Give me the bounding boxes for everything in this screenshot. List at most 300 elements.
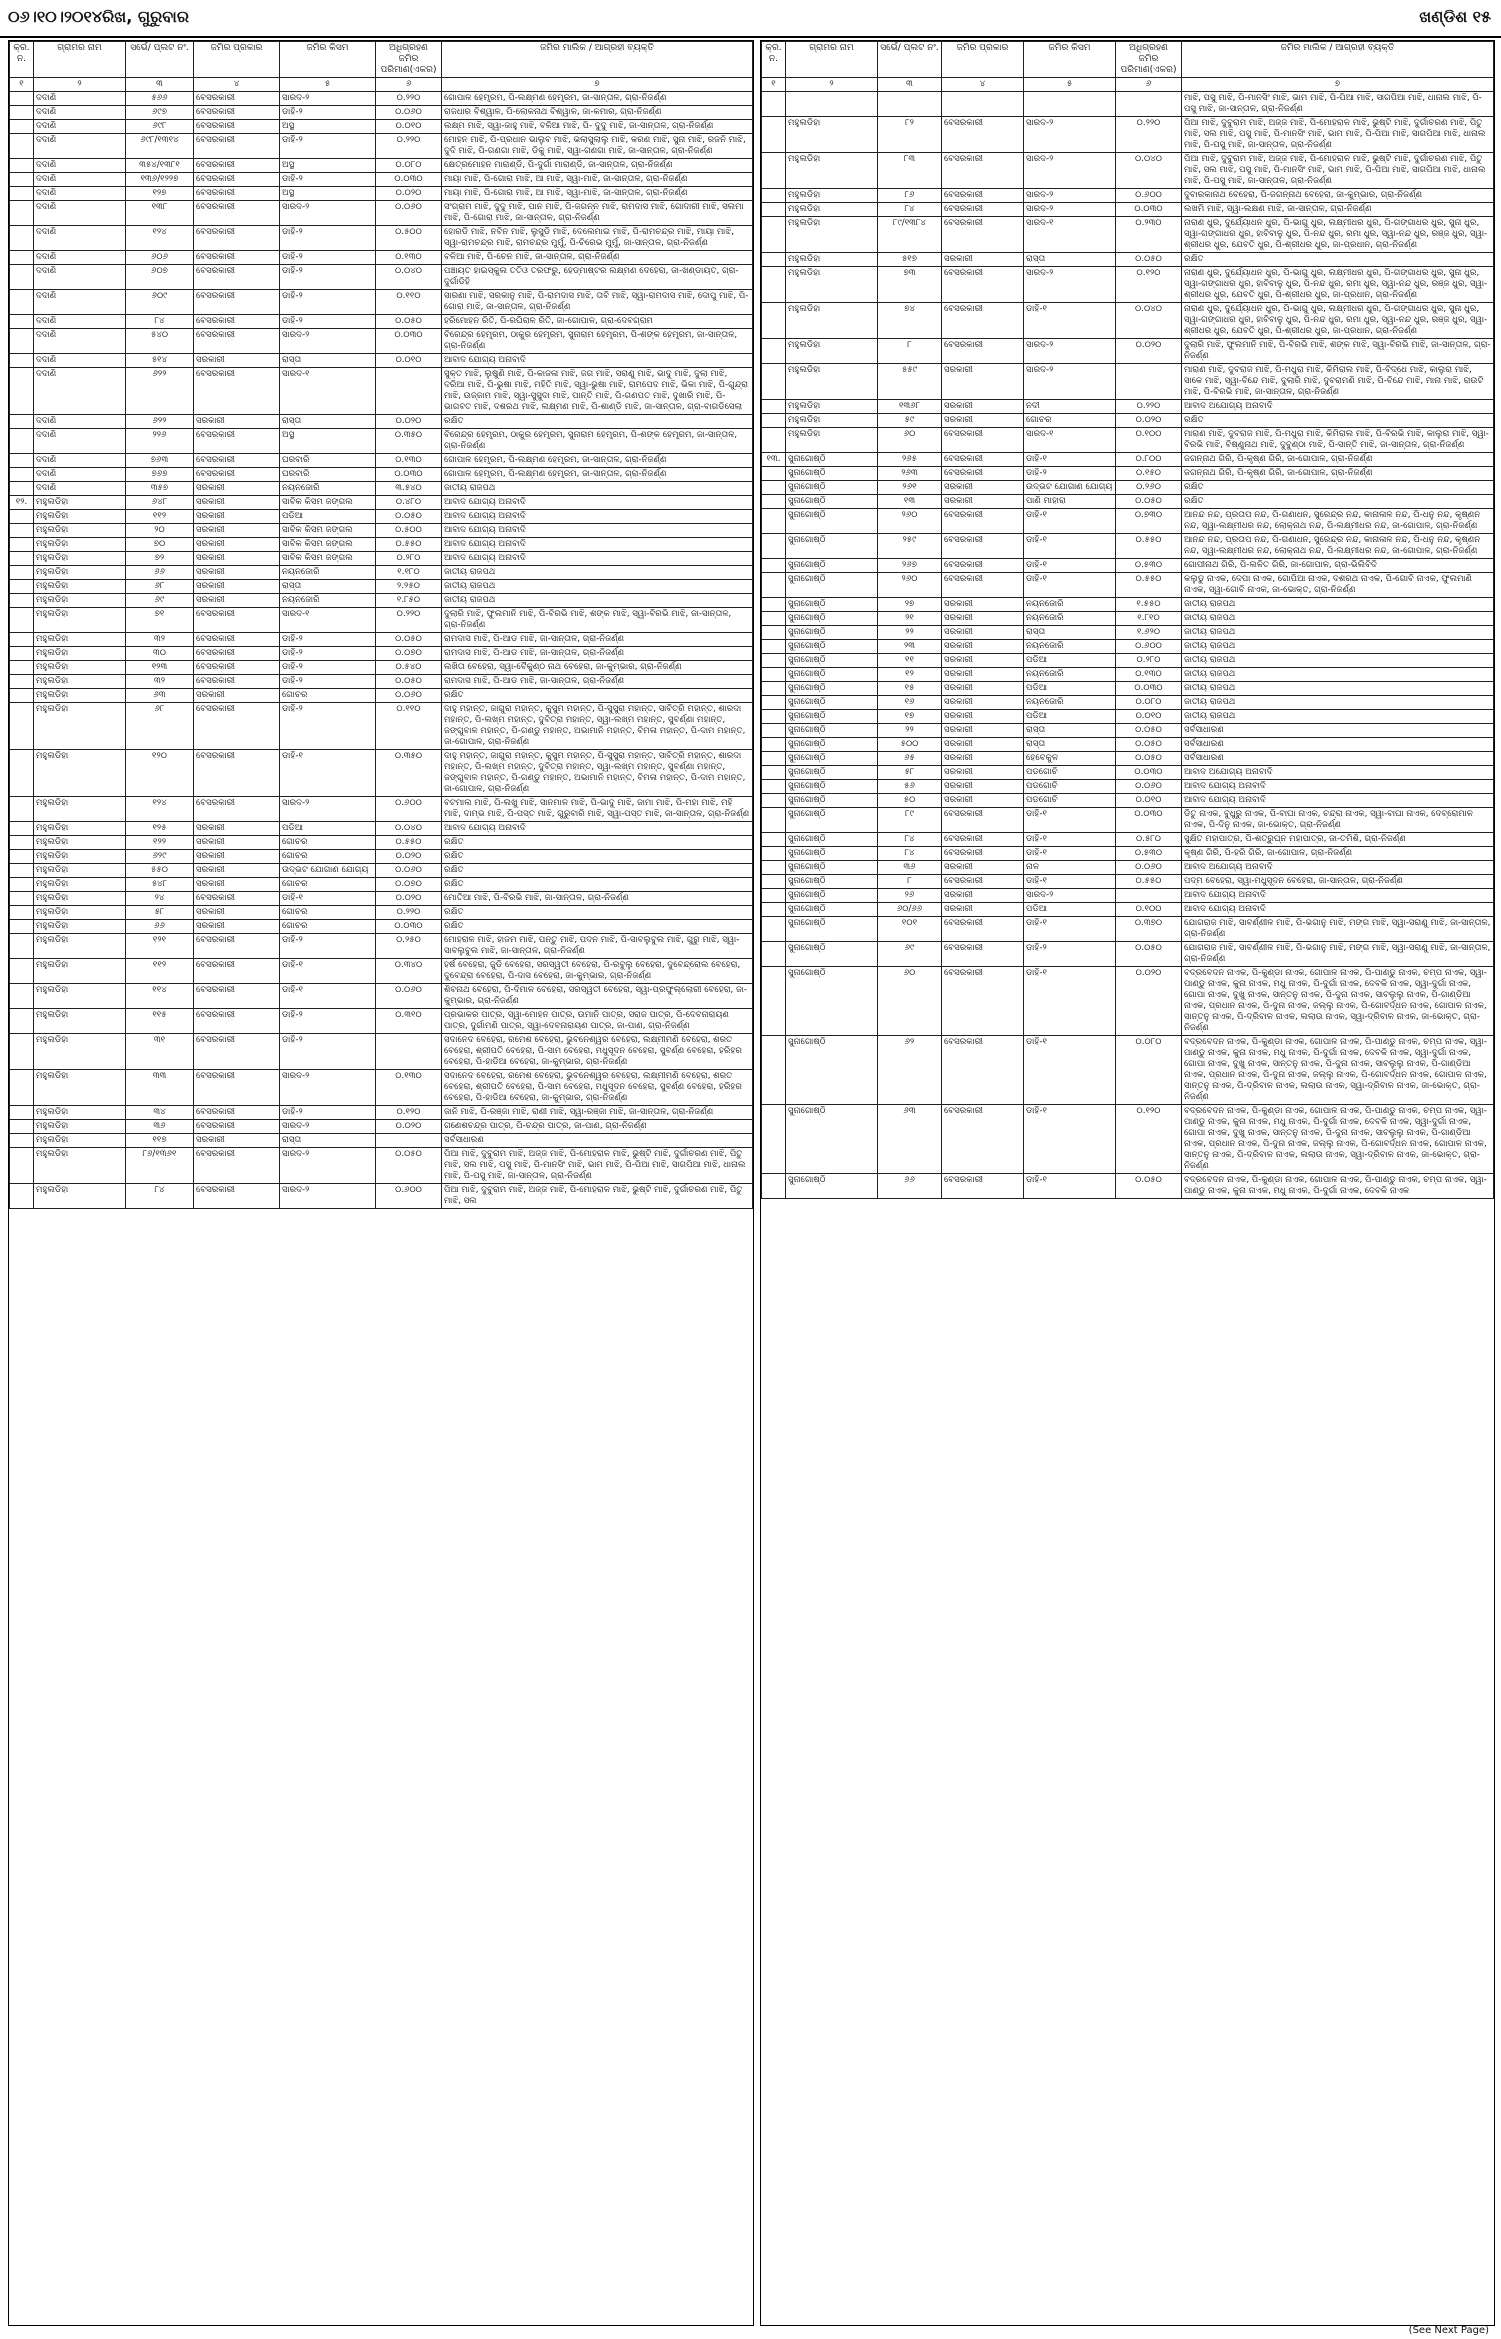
cell-land-type: ସରକାରୀ [194, 850, 280, 864]
table-row [762, 724, 1494, 738]
cell-kisam: ସାରଦ-୨ [1024, 189, 1116, 203]
cell-kisam: ହେବେକୁଳ [1024, 752, 1116, 766]
cell-kisam: ସାରଦ-୨ [280, 1120, 376, 1134]
cell-sl [762, 682, 786, 696]
page-number: ଖଣ୍ଡିଶ ୧୫ [1419, 7, 1491, 26]
cell-kisam: ଡାହି-୨ [280, 661, 376, 675]
table-row [10, 689, 753, 703]
cell-area: ୦.୦୫୦ [1116, 738, 1182, 752]
table-row [10, 1120, 753, 1134]
cell-land-type: ସରକାରୀ [194, 878, 280, 892]
cell-plot: ୬୦ [878, 428, 942, 453]
cell-kisam: ସାରଦ-୨ [1024, 203, 1116, 217]
cell-sl [10, 510, 34, 524]
cell-plot: ୧୧୫ [126, 1009, 194, 1034]
cell-kisam: ଡାହି-୨ [280, 633, 376, 647]
table-row [762, 875, 1494, 889]
cell-land-type: ବେସରକାରୀ [194, 134, 280, 159]
cell-village: ଦଦାଣି [34, 120, 126, 134]
cell-land-type: ବେସରକାରୀ [942, 509, 1024, 534]
cell-sl [10, 1070, 34, 1106]
cell-kisam: ପଡିଆ [280, 822, 376, 836]
cell-owner: ଆବାଦ ଯୋଗ୍ୟ ଅନାବାଦି [442, 354, 753, 368]
cell-area: ୦.୨୬୦ [1116, 481, 1182, 495]
cell-land-type: ବେସରକାରୀ [194, 265, 280, 290]
cell-sl [10, 482, 34, 496]
cell-village: ମହୁଲଡିହା [786, 189, 878, 203]
cell-land-type: ବେସରକାରୀ [194, 984, 280, 1009]
cell-area: ୩.୫୪୦ [376, 482, 442, 496]
cell-owner: ଗୋପାଳ ହେମ୍ବ୍ରମ, ପି-ଲକ୍ଷ୍ମଣ ହେମ୍ବ୍ରମ, ଜା-ସାନ୍ତାଳ, ଗ୍ରା-ନିଜର୍ଣ୍ଣ [442, 468, 753, 482]
cell-sl [10, 454, 34, 468]
cell-plot: ୧୧୪ [126, 984, 194, 1009]
cell-owner: ଜାତୀୟ ରାଜପଥ [1182, 640, 1494, 654]
cell-sl [10, 850, 34, 864]
cell-owner: ପ୍ରଭାକର ପାତ୍ର, ସ୍ୱା-ମୋହନ ପାତ୍ର, ଉମାନି ପାତ୍ର, ସରାଜ ପାତ୍ର, ପି-ଦେବନାରାୟଣ ପାତ୍ର, ଦୁର୍ଗାମଣି ପାତ୍ର, ସ୍ୱା-ଦେବନାରାୟଣ ପାତ୍ର, ଜା-ପାଣ, ଗ୍ରା-ନିଜର୍ଣ୍ଣ [442, 1009, 753, 1034]
cell-village: ମହୁଲଡିହା [786, 364, 878, 400]
cell-land-type: ବେସରକାରୀ [194, 1106, 280, 1120]
cell-land-type: ବେସରକାରୀ [194, 675, 280, 689]
table-row [10, 92, 753, 106]
cell-sl [10, 429, 34, 454]
cell-owner: ମାରାଣ ମାଝି, ଦୁବରାଜ ମାଝି, ପି-ମଧୁରା ମାଝି, କିମିରାଲ ମାଝି, ପି-ବିରଭି ମାଝି, କାଲୁରା ମାଝି, ସ୍ୱା-ବିରଭି ମାଝି, ବିଷ୍ଣୁନାଥ ମାଝି, ଦୁବୁଣ୍ଠା ମାଝି, ପି-ସାନ୍ତି ମାଝି, ଜା-ସାନ୍ତାଳ, ଗ୍ରା-ନିଜର୍ଣ୍ଣ [1182, 428, 1494, 453]
cell-plot: ୬୯୮/୧୩୧୪ [126, 134, 194, 159]
cell-sl [10, 106, 34, 120]
cell-area: ୨.୨୫୦ [376, 580, 442, 594]
cell-area: ୦.୫୫୦ [1116, 534, 1182, 559]
table-row [762, 626, 1494, 640]
table-row [10, 106, 753, 120]
table-row [10, 429, 753, 454]
col-header-plot: ସର୍ଭେ/ ପ୍ଲଟ ନଂ. [126, 42, 194, 78]
cell-owner: ଜାତୀୟ ରାଜପଥ [1182, 626, 1494, 640]
cell-village: ସୁନାଗୋଷ୍ଠି [786, 668, 878, 682]
cell-owner: ରାମଦାସ ମାଝି, ପି-ଆଡ ମାଝି, ଜା-ସାନ୍ତାଳ, ଗ୍ରା-ନିଜର୍ଣ୍ଣ [442, 633, 753, 647]
cell-area: ୦.୨୨୦ [376, 906, 442, 920]
cell-sl [10, 608, 34, 633]
cell-kisam: ଗୋଚର [280, 920, 376, 934]
cell-area: ୦.୫୦୦ [376, 226, 442, 251]
cell-area: ୧.୧୮୦ [376, 566, 442, 580]
cell-plot: ୫୮ [126, 906, 194, 920]
col-header-owner: ଜମିର ମାଲିକ / ଆଗ୍ରହୀ ବ୍ୟକ୍ତି [442, 42, 753, 78]
cell-kisam: ନୟନଜୋରି [1024, 612, 1116, 626]
cell-plot: ୨୬୦ [878, 573, 942, 598]
cell-plot: ୩୬ [126, 1120, 194, 1134]
table-row [10, 415, 753, 429]
cell-kisam: ରାସ୍ତା [1024, 253, 1116, 267]
cell-sl [10, 878, 34, 892]
cell-sl [762, 559, 786, 573]
cell-plot: ୨୫୯ [878, 534, 942, 559]
cell-land-type: ବେସରକାରୀ [942, 339, 1024, 364]
cell-plot: ୨୬୫ [878, 453, 942, 467]
cell-plot: ୫୦୦ [878, 738, 942, 752]
cell-kisam: ସାରଦ-୧ [1024, 217, 1116, 253]
cell-land-type: ବେସରକାରୀ [194, 1070, 280, 1106]
cell-village: ମହୁଲଡିହା [34, 1009, 126, 1034]
cell-land-type: ବେସରକାରୀ [194, 934, 280, 959]
cell-sl [10, 538, 34, 552]
cell-village: ମହୁଲଡିହା [786, 428, 878, 453]
cell-plot: ୩୪ [126, 1106, 194, 1120]
col-header-village: ଗ୍ରାମର ନାମ [786, 42, 878, 78]
cell-kisam: ଡାହି-୧ [1024, 509, 1116, 534]
cell-kisam: ଡାହି-୧ [1024, 1036, 1116, 1105]
cell-village: ସୁନାଗୋଷ୍ଠି [786, 1105, 878, 1174]
table-row [762, 203, 1494, 217]
cell-plot: ୭୧ [126, 608, 194, 633]
cell-kisam: ପଡଗୋଚି [1024, 766, 1116, 780]
cell-area: ୦.୧୨୦ [376, 1106, 442, 1120]
cell-kisam: ନୟନଜୋରି [1024, 640, 1116, 654]
cell-sl [10, 524, 34, 538]
cell-area: ୦.୪୮୦ [376, 496, 442, 510]
cell-area: ୦.୩୭୦ [1116, 917, 1182, 942]
cell-owner: ଆବାଦ ଯୋଗ୍ୟ ଅନାବାଦି [1182, 889, 1494, 903]
cell-plot: ୫୪୮ [126, 878, 194, 892]
cell-village: ସୁନାଗୋଷ୍ଠି [786, 612, 878, 626]
cell-area: ୦.୨୮୦ [376, 552, 442, 566]
cell-village: ମହୁଲଡିହା [34, 850, 126, 864]
cell-land-type: ସରକାରୀ [194, 552, 280, 566]
cell-land-type: ସରକାରୀ [942, 668, 1024, 682]
cell-owner: ସଦାନେଦ ବେହେରା, ରମେଶ ବେହେରା, ଭୁବନେଶ୍ୱର ବେହେରା, ଲକ୍ଷ୍ମୀମଣି ବେହେରା, ଶରତ ବେହେରା, ଶ୍ରୀପତି ବେହେରା, ପି-ସାମ ବେହେରା, ମଧୁସୂଦନ ବେହେରା, ସୁବର୍ଣ୍ଣ ବେହେରା, ହରିହର ବେହେରା, ପି-ହାଡିଆ ବେହେରା, ଜା-କୁମ୍ଭାର, ଗ୍ରା-ନିଜର୍ଣ୍ଣ [442, 1034, 753, 1070]
cell-kisam: ପଡଗୋଚି [1024, 780, 1116, 794]
cell-sl [762, 481, 786, 495]
cell-village: ମହୁଲଡିହା [34, 1120, 126, 1134]
cell-land-type: ସରକାରୀ [942, 861, 1024, 875]
cell-sl [762, 780, 786, 794]
cell-village: ମହୁଲଡିହା [34, 538, 126, 552]
table-row [10, 201, 753, 226]
cell-area: ୦.୦୩୦ [376, 173, 442, 187]
cell-village: ସୁନାଗୋଷ୍ଠି [786, 573, 878, 598]
cell-land-type: ବେସରକାରୀ [942, 534, 1024, 559]
cell-kisam: ସାରଦ-୨ [1024, 267, 1116, 303]
cell-kisam: ଡାହି-୧ [1024, 833, 1116, 847]
cell-plot: ୮୪ [126, 1184, 194, 1209]
table-row [762, 481, 1494, 495]
cell-kisam: ପାଣି ମାହାରା [1024, 495, 1116, 509]
cell-plot: ୮୪ [878, 847, 942, 861]
table-row [10, 454, 753, 468]
col-number: ୬ [1116, 78, 1182, 92]
cell-village: ଦଦାଣି [34, 368, 126, 415]
col-number: ୧ [762, 78, 786, 92]
cell-village: ମହୁଲଡିହା [34, 608, 126, 633]
cell-land-type: ସରକାରୀ [942, 752, 1024, 766]
table-row [762, 967, 1494, 1036]
cell-area: ୦.୩୧୦ [376, 1009, 442, 1034]
cell-area: ୦.୦୧୦ [376, 354, 442, 368]
cell-sl [10, 173, 34, 187]
cell-owner: ଆବାଦ ଅଯୋଗ୍ୟ ଅନାବାଦି [1182, 766, 1494, 780]
cell-kisam: ପଡିଆ [1024, 903, 1116, 917]
cell-land-type: ବେସରକାରୀ [194, 1148, 280, 1184]
cell-plot: ୧୩ [878, 495, 942, 509]
cell-kisam: ସାରଦ-୨ [280, 329, 376, 354]
cell-owner: ନାରାଣ ଧୁର, ଦୁର୍ଯ୍ୟୋଧନ ଧୁର, ପି-ଭାଗୁ ଧୁର, ଲକ୍ଷ୍ମୀଧର ଧୁର, ପି-ଗଙ୍ଗାଧର ଧୁର, ସୁନା ଧୁର, ସ୍ୱା-ଗଙ୍ଗାଧର ଧୁର, ହାବିବାଳୁ ଧୁର, ପି-ନନ୍ଦ ଧୁର, ରମା ଧୁର, ସ୍ୱା-ନନ୍ଦ ଧୁର, ରଞ୍ଜ ଧୁର, ସ୍ୱା-ଶ୍ରୀଧର ଧୁର, ଯେବତି ଧୁର, ପି-ଶ୍ରୀଧର ଧୁର, ଜା-ପ୍ରଧାନ, ଗ୍ରା-ନିଜର୍ଣ୍ଣ [1182, 303, 1494, 339]
cell-owner: ଜାନି ମାଝି, ପି-ରଞ୍ଜା ମାଝି, ରାଣୀ ମାଝି, ସ୍ୱା-ରଞ୍ଜା ମାଝି, ଜା-ସାନ୍ତାଳ, ଗ୍ରା-ନିଜର୍ଣ୍ଣ [442, 1106, 753, 1120]
col-header-owner: ଜମିର ମାଲିକ / ଆଗ୍ରହୀ ବ୍ୟକ୍ତି [1182, 42, 1494, 78]
table-row [10, 1009, 753, 1034]
cell-land-type: ସରକାରୀ [194, 594, 280, 608]
cell-plot: ୩୩ [126, 1070, 194, 1106]
cell-kisam: ଡାହି-୧ [1024, 534, 1116, 559]
cell-land-type: ବେସରକାରୀ [194, 290, 280, 315]
table-row [762, 738, 1494, 752]
cell-area: ୦.୦୪୦ [1116, 153, 1182, 189]
cell-land-type: ବେସରକାରୀ [194, 608, 280, 633]
cell-area: ୦.୦୩୦ [1116, 682, 1182, 696]
table-row [762, 780, 1494, 794]
cell-owner: ସର୍ବସାଧାରଣ [1182, 752, 1494, 766]
cell-plot: ୩୧ [126, 1034, 194, 1070]
table-row [10, 510, 753, 524]
table-row [762, 794, 1494, 808]
cell-village: ଦଦାଣି [34, 290, 126, 315]
cell-sl [762, 752, 786, 766]
cell-land-type: ସରକାରୀ [942, 626, 1024, 640]
cell-area: ୦.୦୪୦ [376, 265, 442, 290]
cell-plot: ୮୪ [878, 203, 942, 217]
cell-land-type: ବେସରକାରୀ [194, 703, 280, 750]
cell-village: ସୁନାଗୋଷ୍ଠି [786, 654, 878, 668]
table-body-right [762, 92, 1494, 1199]
cell-land-type: ସରକାରୀ [194, 496, 280, 510]
cell-area: ୦.୦୫୦ [376, 1148, 442, 1184]
cell-kisam: ଡାହି-୨ [280, 173, 376, 187]
cell-sl [10, 1120, 34, 1134]
cell-plot: ୨୦ [126, 524, 194, 538]
cell-plot: ୨୨ [878, 724, 942, 738]
cell-kisam: ପଡିଆ [1024, 654, 1116, 668]
table-row [10, 251, 753, 265]
cell-land-type: ବେସରକାରୀ [942, 467, 1024, 481]
cell-land-type: ବେସରକାରୀ [942, 847, 1024, 861]
cell-sl [762, 1105, 786, 1174]
cell-village: ସୁନାଗୋଷ୍ଠି [786, 967, 878, 1036]
table-row [762, 364, 1494, 400]
cell-area: ୦.୧୦୦ [1116, 903, 1182, 917]
cell-sl [10, 368, 34, 415]
cell-plot: ୧୨୦ [126, 750, 194, 797]
page-header [0, 0, 1501, 38]
cell-plot: ୬୬ [126, 566, 194, 580]
cell-owner: ସର୍ବସାଧାରଣ [1182, 738, 1494, 752]
cell-village: ସୁନାଗୋଷ୍ଠି [786, 833, 878, 847]
cell-village: ସୁନାଗୋଷ୍ଠି [786, 453, 878, 467]
cell-area: ୦.୨୫୦ [376, 934, 442, 959]
table-row [762, 808, 1494, 833]
cell-owner: ରକ୍ଷିତ [442, 836, 753, 850]
table-row [10, 1184, 753, 1209]
cell-kisam: ସାବିକ କିସମ ଜଙ୍ଗଲ [280, 538, 376, 552]
cell-owner: ଜାତୀୟ ରାଜପଥ [442, 580, 753, 594]
cell-kisam: ସାରଦ-୧ [1024, 428, 1116, 453]
cell-sl [10, 920, 34, 934]
table-row [762, 303, 1494, 339]
col-number: ୩ [878, 78, 942, 92]
cell-plot: ୬୨୯ [126, 850, 194, 864]
cell-sl [10, 836, 34, 850]
table-row [762, 400, 1494, 414]
cell-kisam: ରାସ୍ତା [1024, 626, 1116, 640]
cell-village: ଦଦାଣି [34, 201, 126, 226]
cell-land-type: ବେସରକାରୀ [942, 217, 1024, 253]
cell-land-type [942, 92, 1024, 117]
cell-kisam: ଅସ୍ଥ [280, 120, 376, 134]
table-row [10, 984, 753, 1009]
cell-kisam: ଅସ୍ଥ [280, 429, 376, 454]
cell-sl [762, 808, 786, 833]
cell-village: ସୁନାଗୋଷ୍ଠି [786, 467, 878, 481]
cell-village: ମହୁଲଡିହା [34, 1184, 126, 1209]
cell-village: ମହୁଲଡିହା [34, 1134, 126, 1148]
cell-village: ସୁନାଗୋଷ୍ଠି [786, 1174, 878, 1199]
cell-plot: ୧୧ [878, 654, 942, 668]
cell-owner: ଶିବନାଥ ବେହେରା, ପି-ଦିମାଳ ବେହେରା, ସରସ୍ୱତୀ ବେହେରା, ସ୍ୱା-ପ୍ରଫୁଲ୍ଲୋରୀ ବେହେରା, ଜା-କୁମ୍ଭାର, ଗ୍ରା-ନିଜର୍ଣ୍ଣ [442, 984, 753, 1009]
cell-sl [10, 134, 34, 159]
cell-land-type: ବେସରକାରୀ [194, 1034, 280, 1070]
cell-area: ୧.୬୨୦ [1116, 626, 1182, 640]
table-row [762, 861, 1494, 875]
cell-owner: ଜାତୀୟ ରାଜପଥ [442, 482, 753, 496]
cell-plot: ୮୯ [878, 808, 942, 833]
cell-sl [10, 1034, 34, 1070]
cell-plot: ୨୨ [878, 626, 942, 640]
cell-area: ୦.୧୧୦ [376, 703, 442, 750]
land-acquisition-table-left [9, 41, 753, 1209]
cell-sl [762, 942, 786, 967]
cell-kisam: ଘରବାରି [280, 468, 376, 482]
cell-kisam: ସାବିକ କିସମ ଜଙ୍ଗଲ [280, 524, 376, 538]
cell-sl [762, 794, 786, 808]
cell-land-type: ବେସରକାରୀ [194, 429, 280, 454]
cell-area: ୦.୮୦୦ [1116, 453, 1182, 467]
cell-land-type: ବେସରକାରୀ [194, 92, 280, 106]
cell-land-type: ସରକାରୀ [942, 364, 1024, 400]
cell-plot [878, 92, 942, 117]
table-row [10, 661, 753, 675]
cell-owner: ଜାତୀୟ ରାଜପଥ [1182, 710, 1494, 724]
table-row [762, 92, 1494, 117]
cell-area: ୦.୦୩୦ [1116, 766, 1182, 780]
cell-village: ମହୁଲଡିହା [34, 524, 126, 538]
cell-area: ୦.୬୦୦ [1116, 640, 1182, 654]
cell-plot: ୩୬ [878, 861, 942, 875]
cell-land-type: ବେସରକାରୀ [194, 329, 280, 354]
table-row [762, 217, 1494, 253]
table-row [10, 675, 753, 689]
cell-kisam: ଡାହି-୨ [280, 934, 376, 959]
table-header-row [10, 42, 753, 78]
cell-sl [10, 864, 34, 878]
cell-land-type: ସରକାରୀ [942, 481, 1024, 495]
cell-plot: ୭୪ [878, 303, 942, 339]
cell-owner: ବଦ୍ରବେଦନ ନାଏକ, ପି-କୁଣ୍ଡା ନାଏକ, ଗୋପାଳ ନାଏକ, ପି-ପାଣ୍ଡୁ ନାଏକ, ଚମ୍ପ ନାଏକ, ସ୍ୱା-ପାଣ୍ଡୁ ନାଏକ, କୁନା ନାଏକ, ମଧୁ ନାଏକ, ପି-ଦୁର୍ଗା ନାଏକ, ଦେବକି ନାଏକ, ସ୍ୱା-ଦୁର୍ଗା ନାଏକ, ଗୋପା ନାଏକ, ଦୁଖୁ ନାଏକ, ସାନ୍ତନୁ ନାଏକ, ପି-ଦୁନା ନାଏକ, ସାବଲୁଲୁ ନାଏକ, ପି-ଗାଣ୍ଡିଆ ନାଏକ, ପ୍ରଧାନ ନାଏକ, ପି-ଦୁନା ନାଏକ, ଜଲ୍ଲୁ ନାଏକ, ପି-ଗୋବର୍ଦ୍ଧନ ନାଏକ, ଗୋପାଳ ନାଏକ, ସାନ୍ତନୁ ନାଏକ, ପି-ଦ୍ରିବାଳ ନାଏକ, ଲଲାଉ ନାଏକ, ସ୍ୱା-ଦ୍ରିବାଳ ନାଏକ, ଜା-ଭୋକ୍ତ, ଗ୍ରା-ନିଜର୍ଣ୍ଣ [1182, 1105, 1494, 1174]
cell-village: ମହୁଲଡିହା [34, 864, 126, 878]
cell-kisam: ପଡଗୋଚି [1024, 794, 1116, 808]
cell-village: ସୁନାଗୋଷ୍ଠି [786, 724, 878, 738]
cell-owner: ଆବାଦ ଯୋଗ୍ୟ ଅନାବାଦି [442, 552, 753, 566]
cell-kisam: ଡାହି-୧ [280, 892, 376, 906]
cell-owner: ଗୋପୀନାଥ ଗିରି, ପି-ଲଳିତ ଗିରି, ଜା-ଗୋପାଳ, ଗ୍ରା-ଭିଲିବିଦି [1182, 559, 1494, 573]
cell-village: ମହୁଲଡିହା [34, 661, 126, 675]
cell-village: ମହୁଲଡିହା [34, 633, 126, 647]
cell-kisam: ସାରଦ-୨ [280, 1070, 376, 1106]
cell-sl [10, 1106, 34, 1120]
cell-kisam: ଡାହି-୧ [1024, 1105, 1116, 1174]
table-row [10, 482, 753, 496]
table-row [10, 329, 753, 354]
cell-owner: ରକ୍ଷିତ [1182, 495, 1494, 509]
cell-village: ଦଦାଣି [34, 454, 126, 468]
cell-area: ୦.୦୬୦ [376, 864, 442, 878]
cell-sl [10, 1009, 34, 1034]
table-row [762, 766, 1494, 780]
cell-area: ୦.୨୮୦ [1116, 654, 1182, 668]
cell-kisam: ଅସ୍ଥ [280, 159, 376, 173]
cell-owner: ଲଖିତା ବେହେରା, ସ୍ୱା-ବୈକୁଣ୍ଠ ନାଥ ବେହେରା, ଜା-କୁମ୍ଭାର, ଗ୍ରା-ନିଜର୍ଣ୍ଣ [442, 661, 753, 675]
table-row [762, 598, 1494, 612]
cell-sl [10, 120, 34, 134]
column-number-row [10, 78, 753, 92]
cell-area: ୦.୫୫୦ [1116, 573, 1182, 598]
cell-sl [762, 92, 786, 117]
cell-village: ସୁନାଗୋଷ୍ଠି [786, 481, 878, 495]
cell-plot: ୨୬ [878, 889, 942, 903]
cell-plot: ୬୨୨ [126, 415, 194, 429]
table-row [762, 917, 1494, 942]
cell-plot: ୫୦ [878, 794, 942, 808]
cell-land-type: ବେସରକାରୀ [942, 833, 1024, 847]
cell-land-type: ବେସରକାରୀ [942, 559, 1024, 573]
cell-village: ସୁନାଗୋଷ୍ଠି [786, 847, 878, 861]
cell-land-type: ବେସରକାରୀ [194, 750, 280, 797]
cell-village: ମହୁଲଡିହା [34, 750, 126, 797]
cell-kisam: ଡାହି-୨ [280, 251, 376, 265]
column-number-row [762, 78, 1494, 92]
cell-kisam: ରାସ୍ତା [280, 580, 376, 594]
cell-owner: ମୋତିଆ ମାଝି, ପି-ବିରଭି ମାଝି, ଜା-ସାନ୍ତାଳ, ଗ୍ରା-ନିଜର୍ଣ୍ଣ [442, 892, 753, 906]
cell-village: ସୁନାଗୋଷ୍ଠି [786, 780, 878, 794]
table-row [10, 265, 753, 290]
cell-area: ୦.୦୫୦ [376, 315, 442, 329]
cell-owner: ହରିମୋହନ ରିତି, ପି-ରଘିରାଳ ରିତି, ଜା-ଗୋପାଳ, ଗ୍ରା-ଦେବଗ୍ରାମ [442, 315, 753, 329]
cell-owner: ରକ୍ଷିତ [442, 920, 753, 934]
cell-land-type: ବେସରକାରୀ [942, 573, 1024, 598]
cell-sl [10, 415, 34, 429]
cell-owner: ବିରେନ୍ଦ୍ର ହେମ୍ବ୍ରମ, ଠାକୁର ହେମ୍ବ୍ରମ, ସୁନାରାମ ହେମ୍ବ୍ରମ, ପି-ଶଙ୍କ ହେମ୍ବ୍ରମ, ଜା-ସାନ୍ତାଳ, ଗ୍ରା-ନିଜର୍ଣ୍ଣ [442, 429, 753, 454]
cell-area: ୦.୩୪୦ [376, 959, 442, 984]
cell-area: ୦.୦୫୦ [1116, 253, 1182, 267]
cell-owner: ନାରାଣ ଧୁର, ଦୁର୍ଯ୍ୟୋଧନ ଧୁର, ପି-ଭାଗୁ ଧୁର, ଲକ୍ଷ୍ମୀଧର ଧୁର, ପି-ଗଙ୍ଗାଧର ଧୁର, ସୁନା ଧୁର, ସ୍ୱା-ଗଙ୍ଗାଧର ଧୁର, ହାବିବାଳୁ ଧୁର, ପି-ନନ୍ଦ ଧୁର, ରମା ଧୁର, ସ୍ୱା-ନନ୍ଦ ଧୁର, ରଞ୍ଜ ଧୁର, ସ୍ୱା-ଶ୍ରୀଧର ଧୁର, ଯେବତି ଧୁର, ପି-ଶ୍ରୀଧର ଧୁର, ଜା-ପ୍ରଧାନ, ଗ୍ରା-ନିଜର୍ଣ୍ଣ [1182, 267, 1494, 303]
cell-owner: ବଦ୍ରବେଦନ ନାଏକ, ପି-କୁଣ୍ଡା ନାଏକ, ଗୋପାଳ ନାଏକ, ପି-ପାଣ୍ଡୁ ନାଏକ, ଚମ୍ପ ନାଏକ, ସ୍ୱା-ପାଣ୍ଡୁ ନାଏକ, କୁନା ନାଏକ, ମଧୁ ନାଏକ, ପି-ଦୁର୍ଗା ନାଏକ, ଦେବକି ନାଏକ [1182, 1174, 1494, 1199]
table-row [10, 226, 753, 251]
table-row [10, 1070, 753, 1106]
cell-sl [762, 967, 786, 1036]
cell-land-type: ବେସରକାରୀ [942, 1174, 1024, 1199]
cell-area: ୦.୦୨୦ [1116, 414, 1182, 428]
cell-land-type: ବେସରକାରୀ [194, 1120, 280, 1134]
cell-kisam: ସାରଦ-୧ [280, 368, 376, 415]
cell-kisam: ଗୋଚର [280, 836, 376, 850]
table-row [10, 1034, 753, 1070]
cell-owner: ସଂଗ୍ରାମ ମାଝି, ଦୁଦୁ ମାଝି, ପାନ ମାଝି, ପି-ଜଗନ୍ନ ମାଝି, ରାମଦାସ ମାଝି, ଗୋଦାରୀ ମାଝି, ସଲମା ମାଝି, ପି-ଗୋରା ମାଝି, ଜା-ସାନ୍ତାଳ, ଗ୍ରା-ନିଜର୍ଣ୍ଣ [442, 201, 753, 226]
cell-kisam: ଡାହି-୧ [1024, 847, 1116, 861]
